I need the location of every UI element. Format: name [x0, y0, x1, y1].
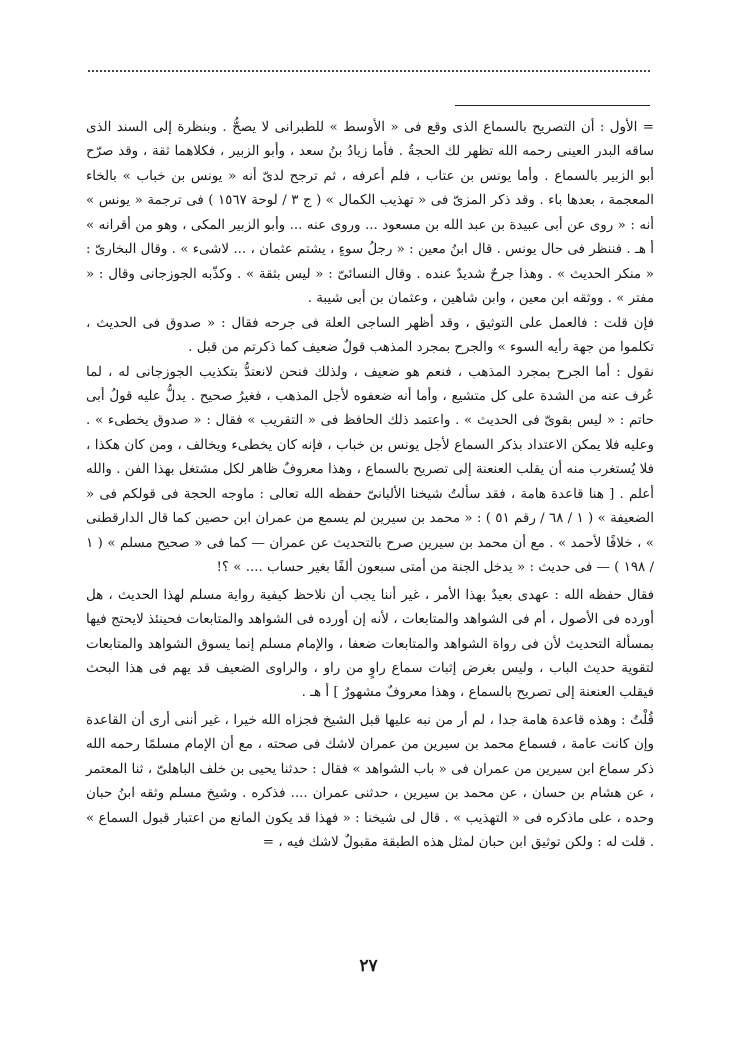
page-number: ٢٧	[359, 956, 378, 976]
paragraph-response: نقول : أما الجرح بمجرد المذهب ، فنعم هو ضعيف ، ولذلك فنحن لانعتدُّ بتكذيب الجوزجانى له ، لما عُرف عنه من الشدة على كل متشيع ، وأما أنه ضعفوه لأجل المذهب ، فغيرُ صحيح . يدلُّ عليه قولُ أبى حاتم : « ليس بقوىّ فى الحديث » . واعتمد ذلك الحافظ فى « التقريب » فقال : « صدوق يخطىء » . وعليه فلا يمكن الاعتداد بذكر السماع لأجل يونس بن خباب ، فإنه كان يخطىء ويخالف ، ومن كان هكذا ، فلا يُستغرب منه أن يقلب العنعنة إلى تصريح بالسماع ، وهذا معروفٌ ظاهر لكل مشتغل بهذا الفن . والله أعلم . [ هنا قاعدة هامة ، فقد سألتُ شيخنا الألبانىّ حفظه الله تعالى : ماوجه الحجة فى قولكم فى « الضعيفة » ( ١ / ٦٨ / رقم ٥١ ) : « محمد بن سيرين لم يسمع من عمران ابن حصين كما قال الدارقطنى » ، خلافًا لأحمد » . مع أن محمد بن سيرين صرح بالتحديث عن عمران — كما فى « صحيح مسلم » ( ١ / ١٩٨ ) — فى حديث : « يدخل الجنة من أمتى سبعون ألفًا بغير حساب .... » ؟!	[86, 364, 654, 576]
paragraph-objection: فإن قلت : فالعمل على التوثيق ، وقد أظهر الساجى العلة فى جرحه فقال : « صدوق فى الحديث ، تكلموا من جهة رأيه السوء » والجرح بمجرد المذهب قولٌ ضعيف كما ذكرتم من قبل .	[86, 315, 654, 356]
header-dotted-rule	[88, 70, 650, 72]
footnote-text-block	[86, 116, 654, 856]
footnote-separator-rule	[455, 105, 650, 106]
paragraph-author-note: قُلْتُ : وهذه قاعدة هامة جدا ، لم أر من نبه عليها قبل الشيخ فجزاه الله خيرا ، غير أننى أرى أن القاعدة وإن كانت عامة ، فسماع محمد بن سيرين من عمران لاشك فى صحته ، مع أن الإمام مسلمًا رحمه الله ذكر سماع ابن سيرين من عمران فى « باب الشواهد » فقال : حدثنا يحيى بن خلف الباهلىّ ، ثنا المعتمر ، عن هشام بن حسان ، عن محمد بن سيرين ، حدثنى عمران .... فذكره . وشيخ مسلم وثقه ابنُ حبان وحده ، على ماذكره فى « التهذيب » . قال لى شيخنا : « فهذا قد يكون المانع من اعتبار قبول السماع » . قلت له : ولكن توثيق ابن حبان لمثل هذه الطبقة مقبولٌ لاشك فيه ، =	[86, 712, 654, 851]
paragraph-continuation: = الأول : أن التصريح بالسماع الذى وقع فى « الأوسط » للطبرانى لا يصحُّ . وبنظرة إلى السند الذى ساقه البدر العينى رحمه الله تظهر لك الحجةُ . فأما زيادُ بنُ سعد ، وأبو الزبير ، فكلاهما ثقة ، وقد صرّح أبو الزبير بالسماع . وأما يونس بن عتاب ، فلم أعرفه ، ثم ترجح لدىّ أنه « يونس بن خباب » بالخاء المعجمة ، بعدها باء . وقد ذكر المزىّ فى « تهذيب الكمال » ( ج ٣ / لوحة ١٥٦٧ ) فى ترجمة « يونس » أنه : « روى عن أبى عبيدة بن عبد الله بن مسعود ... وروى عنه ... وأبو الزبير المكى ، وهو من أقرانه » أ هـ . فننظر فى حال يونس . قال ابنُ معين : « رجلُ سوءٍ ، يشتم عثمان ، ... لاشىء » . وقال البخارىّ : « منكر الحديث » . وهذا جرحٌ شديدٌ عنده . وقال النسائىّ : « ليس بثقة » . وكذّبه الجوزجانى وقال : « مفتر » . ووثقه ابن معين ، وابن شاهين ، وعثمان بن أبى شيبة .	[86, 120, 654, 307]
paragraph-sheikh-answer: فقال حفظه الله : عهدى بعيدٌ بهذا الأمر ، غير أننا يجب أن نلاحظ كيفية رواية مسلم لهذا الحديث ، هل أورده فى الأصول ، أم فى الشواهد والمتابعات ، لأنه إن أورده فى الشواهد والمتابعات فحينئذ لايحتج فيها بمسألة التحديث لأن فى رواة الشواهد والمتابعات ضعفا ، والإمام مسلم إنما يسوق الشواهد والمتابعات لتقوية حديث الباب ، وليس بغرض إثبات سماع راوٍ من راو ، والراوى الضعيف قد يهم فى هذا البحث فيقلب العنعنة إلى تصريح بالسماع ، وهذا معروفٌ مشهورٌ ] أ هـ .	[86, 587, 654, 701]
